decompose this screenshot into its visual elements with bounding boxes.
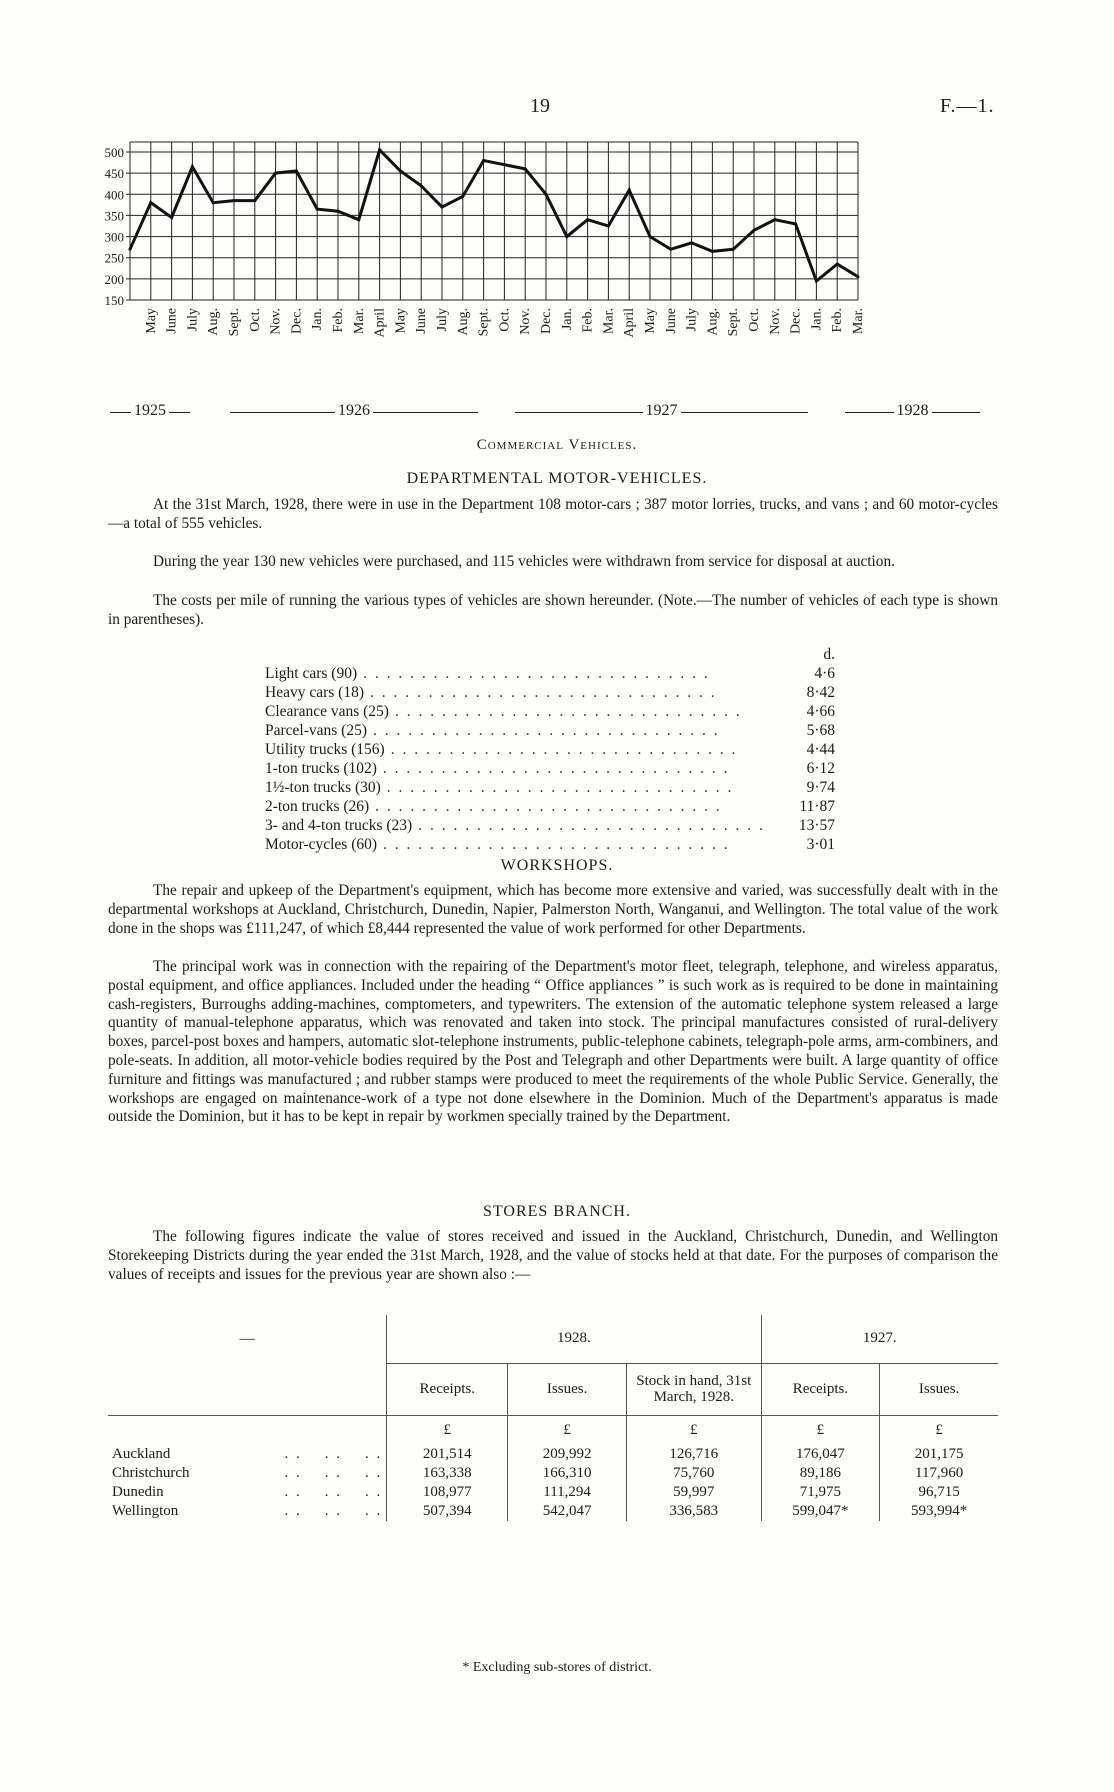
table-cell: 126,716 [626,1445,761,1464]
data-point [545,193,548,196]
col-issues-1928: Issues. [508,1363,627,1415]
cost-value: 5·68 [806,722,835,739]
y-tick-label: 200 [104,271,124,287]
currency: £ [880,1415,998,1445]
table-row [108,1483,998,1502]
table-cell: 166,310 [508,1464,627,1483]
table-cell: 108,977 [387,1483,508,1502]
x-tick-label: Feb. [830,308,846,333]
table-row [108,1502,998,1521]
workshops-para-1: The repair and upkeep of the Department's equipment, which has become more extensive and varied, was successfully dealt with in the departmental workshops at Auckland, Christchurch, Dunedin, Napier, Palmerston North, Wanganui, and Wellington. The total value of the work done in the shops was £111,247, of which £8,444 represented the value of work performed for other Departments. [108,882,998,937]
year-brackets [130,400,1000,424]
leader-dots: . . . . . . . . . . . . . . . . . . . . . . . . . . . . . . [373,722,720,739]
x-tick-label: June [663,308,679,334]
y-tick-label: 150 [104,293,124,308]
year-label: 1926 [338,402,370,419]
cost-per-mile-list [265,645,835,854]
year-bracket [845,400,980,422]
leader-dots: . . . . . . . . . . . . . . . . . . . . . . . . . . . . . . [418,817,765,834]
cost-row [265,721,835,740]
currency: £ [387,1415,508,1445]
leader-dots: . . . . . . . . . . . . . . . . . . . . . . . . . . . . . . [383,836,730,853]
x-tick-label: Dec. [539,308,554,335]
y-tick-label: 450 [104,166,124,182]
y-tick-label: 400 [104,187,124,203]
year-label: 1927 [645,402,678,419]
leader-dots: . . . . . . . . . . . . . . . . . . . . . . . . . . . . . . [382,760,730,777]
table-cell: 176,047 [761,1445,880,1464]
table-cell: 59,997 [626,1483,761,1502]
x-tick-label: June [414,308,430,334]
x-tick-label: April [622,308,638,338]
table-cell: 507,394 [387,1502,508,1521]
data-point [441,205,444,208]
footnote: * Excluding sub-stores of district. [462,1660,652,1675]
y-tick-label: 250 [104,250,124,266]
currency: £ [508,1415,627,1445]
x-tick-label: Oct. [247,308,263,332]
chart-caption: Commercial Vehicles. [476,437,638,453]
x-tick-label: Oct. [747,308,762,332]
x-tick-label: Mar. [351,308,367,335]
cost-value: 4·6 [814,665,835,682]
line-chart-svg [104,145,866,412]
table-cell: 89,186 [761,1464,880,1483]
cost-value: 4·44 [806,741,835,758]
table-corner: — [239,1330,255,1347]
x-tick-label: Feb. [331,308,346,333]
vehicle-type: Motor-cycles (60) [265,836,378,853]
cost-value: 9·74 [806,779,835,796]
vehicle-type: 1-ton trucks (102) [265,760,377,777]
data-point [191,165,194,168]
departmental-para-3: The costs per mile of running the various types of vehicles are shown hereunder. (Note.—The number of vehicles of each type is shown in parentheses). [108,592,998,628]
y-tick-label: 500 [104,145,124,160]
x-tick-label: July [435,308,450,332]
vehicle-type: Parcel-vans (25) [265,722,367,739]
x-tick-label: Dec. [788,308,804,335]
data-point [857,275,860,278]
table-cell: 111,294 [508,1483,627,1502]
leader-dots: . . . . . . . . . . . . . . . . . . . . . . . . . . . . . . [375,798,722,815]
vehicle-type: 1½-ton trucks (30) [265,779,381,796]
vehicle-type: Heavy cars (18) [265,684,364,701]
cost-value: 13·57 [798,817,835,834]
leader-dots: . . . . . . . . . . . . . . . . . . . . . . . . . . . . . . [390,741,738,758]
year-bracket [230,400,478,422]
x-tick-label: July [684,308,700,332]
data-point [461,195,464,198]
document-reference: F.—1. [940,95,995,117]
x-tick-label: Sept. [227,308,242,337]
district-name: Dunedin . . . . . . [112,1484,383,1500]
cost-row [265,759,835,778]
data-point [628,189,631,192]
vehicle-type: Light cars (90) [265,665,358,682]
table-cell: 593,994* [880,1502,998,1521]
x-tick-label: Aug. [455,308,471,336]
data-point [586,218,589,221]
table-cell: 542,047 [508,1502,627,1521]
year-1927-header: 1927. [761,1315,998,1363]
data-point [295,170,298,173]
vehicle-type: Clearance vans (25) [265,703,389,720]
page-number: 19 [530,95,550,117]
x-tick-label: Sept. [476,308,492,337]
cost-unit: d. [823,646,835,663]
y-tick-label: 350 [104,208,124,224]
data-point [524,167,527,170]
year-label: 1925 [134,402,166,419]
cost-row [265,740,835,759]
cost-row [265,702,835,721]
table-cell: 201,514 [387,1445,508,1464]
table-cell: 71,975 [761,1483,880,1502]
vehicle-type: 3- and 4-ton trucks (23) [265,817,413,834]
table-cell: 117,960 [880,1464,998,1483]
table-cell: 209,992 [508,1445,627,1464]
col-issues-1927: Issues. [880,1363,998,1415]
y-tick-label: 300 [104,229,124,245]
data-point [711,250,714,253]
table-cell: 599,047* [761,1502,880,1521]
x-tick-label: Mar. [601,308,617,335]
data-point [357,218,360,221]
x-tick-label: July [185,308,201,332]
x-tick-label: Aug. [206,308,222,336]
table-cell: 96,715 [880,1483,998,1502]
x-tick-label: Nov. [518,308,534,335]
data-point [274,172,277,175]
cost-row [265,816,835,835]
data-point [233,199,236,202]
district-name: Christchurch . . . . . . [112,1465,383,1481]
leader-dots: . . . . . . . . . . . . . . . . . . . . . . . . . . . . . . [363,665,710,682]
vehicle-type: Utility trucks (156) [265,741,385,758]
data-point [503,163,506,166]
data-point [753,229,756,232]
cost-value: 3·01 [806,836,835,853]
cost-value: 4·66 [806,703,835,720]
cost-row [265,683,835,702]
data-point [565,235,568,238]
workshops-para-2: The principal work was in connection with the repairing of the Department's motor fleet, telegraph, telephone, and wireless apparatus, postal equipment, and office appliances. Included under the heading “ Office appliances ” is such work as is required to be done in maintaining cash-registers, Burroughs adding-machines, comptometers, and typewriters. The extension of the automatic telephone system released a large quantity of manual-telephone apparatus, which was renovated and taken into stock. The principal manufactures consisted of rural-delivery boxes, parcel-post boxes and hampers, automatic slot-telephone instruments, public-telephone cabinets, telegraph-pole arms, arm-combiners, and pole-seats. In addition, all motor-vehicle bodies required by the Post and Telegraph and other Departments were built. A large quantity of office furniture and fittings was manufactured ; and rubber stamps were produced to meet the requirements of the whole Public Service. Generally, the workshops are engaged on maintenance-work of a type not done elsewhere in the Dominion. Much of the Department's apparatus is made outside the Dominion, but it has to be kept in repair by workmen specially trained by the Department. [108,958,998,1126]
stores-table [108,1315,998,1521]
data-point [337,210,340,213]
leader-dots: . . . . . . . . . . . . . . . . . . . . . . . . . . . . . . [386,779,734,796]
x-tick-label: Jan. [559,308,575,331]
cost-value: 11·87 [799,798,835,815]
cost-row [265,778,835,797]
data-point [316,208,319,211]
x-tick-label: June [164,308,180,334]
data-point [129,248,132,251]
data-point [669,248,672,251]
table-cell: 163,338 [387,1464,508,1483]
data-point [690,241,693,244]
x-tick-label: Nov. [268,308,284,335]
x-tick-label: May [393,308,409,334]
departmental-para-2: During the year 130 new vehicles were purchased, and 115 vehicles were withdrawn from service for disposal at auction. [153,553,895,570]
data-point [836,263,839,266]
x-tick-label: April [372,308,388,338]
district-name: Wellington . . . . . . [112,1503,383,1519]
col-stock-1928: Stock in hand, 31st March, 1928. [626,1363,761,1415]
data-point [149,201,152,204]
stores-heading: STORES BRANCH. [483,1203,631,1220]
col-receipts-1927: Receipts. [761,1363,880,1415]
x-tick-label: May [143,308,159,334]
data-point [253,199,256,202]
data-point [378,148,381,151]
table-cell: 75,760 [626,1464,761,1483]
table-row [108,1445,998,1464]
data-point [170,216,173,219]
data-point [732,248,735,251]
departmental-heading: DEPARTMENTAL MOTOR-VEHICLES. [406,470,708,487]
cost-row [265,835,835,854]
x-tick-label: Feb. [580,308,596,333]
x-tick-label: Mar. [851,308,866,335]
departmental-para-1: At the 31st March, 1928, there were in use in the Department 108 motor-cars ; 387 motor lorries, trucks, and vans ; and 60 motor-cycles —a total of 555 vehicles. [108,496,998,532]
workshops-heading: WORKSHOPS. [500,857,614,874]
x-tick-label: Jan. [310,308,326,331]
commercial-vehicles-chart [104,145,866,417]
year-1928-header: 1928. [387,1315,761,1363]
data-point [773,218,776,221]
data-point [794,222,797,225]
x-tick-label: Jan. [809,308,825,331]
data-point [815,279,818,282]
data-point [649,235,652,238]
data-point [212,201,215,204]
data-point [420,184,423,187]
x-tick-label: Sept. [726,308,742,337]
currency: £ [626,1415,761,1445]
x-tick-label: Dec. [289,308,305,335]
stores-para: The following figures indicate the value of stores received and issued in the Auckland, Christchurch, Dunedin, and Wellington Storekeeping Districts during the year ended the 31st March, 1928, and the value of stocks held at that date. For the purposes of comparison the values of receipts and issues for the previous year are shown also :— [108,1228,998,1283]
year-bracket [110,400,190,422]
x-tick-label: Oct. [497,308,513,332]
cost-row [265,664,835,683]
cost-value: 8·42 [806,684,835,701]
x-tick-label: Nov. [767,308,783,335]
currency: £ [761,1415,880,1445]
table-cell: 201,175 [880,1445,998,1464]
col-receipts-1928: Receipts. [387,1363,508,1415]
cost-row [265,797,835,816]
leader-dots: . . . . . . . . . . . . . . . . . . . . . . . . . . . . . . [369,684,717,701]
data-point [399,170,402,173]
district-name: Auckland . . . . . . [112,1446,383,1462]
table-row [108,1464,998,1483]
data-point [607,225,610,228]
vehicle-type: 2-ton trucks (26) [265,798,370,815]
data-point [482,159,485,162]
leader-dots: . . . . . . . . . . . . . . . . . . . . . . . . . . . . . . [394,703,742,720]
cost-value: 6·12 [806,760,835,777]
year-label: 1928 [896,402,929,419]
table-cell: 336,583 [626,1502,761,1521]
x-tick-label: Aug. [705,308,721,336]
x-tick-label: May [643,308,658,334]
year-bracket [515,400,808,422]
